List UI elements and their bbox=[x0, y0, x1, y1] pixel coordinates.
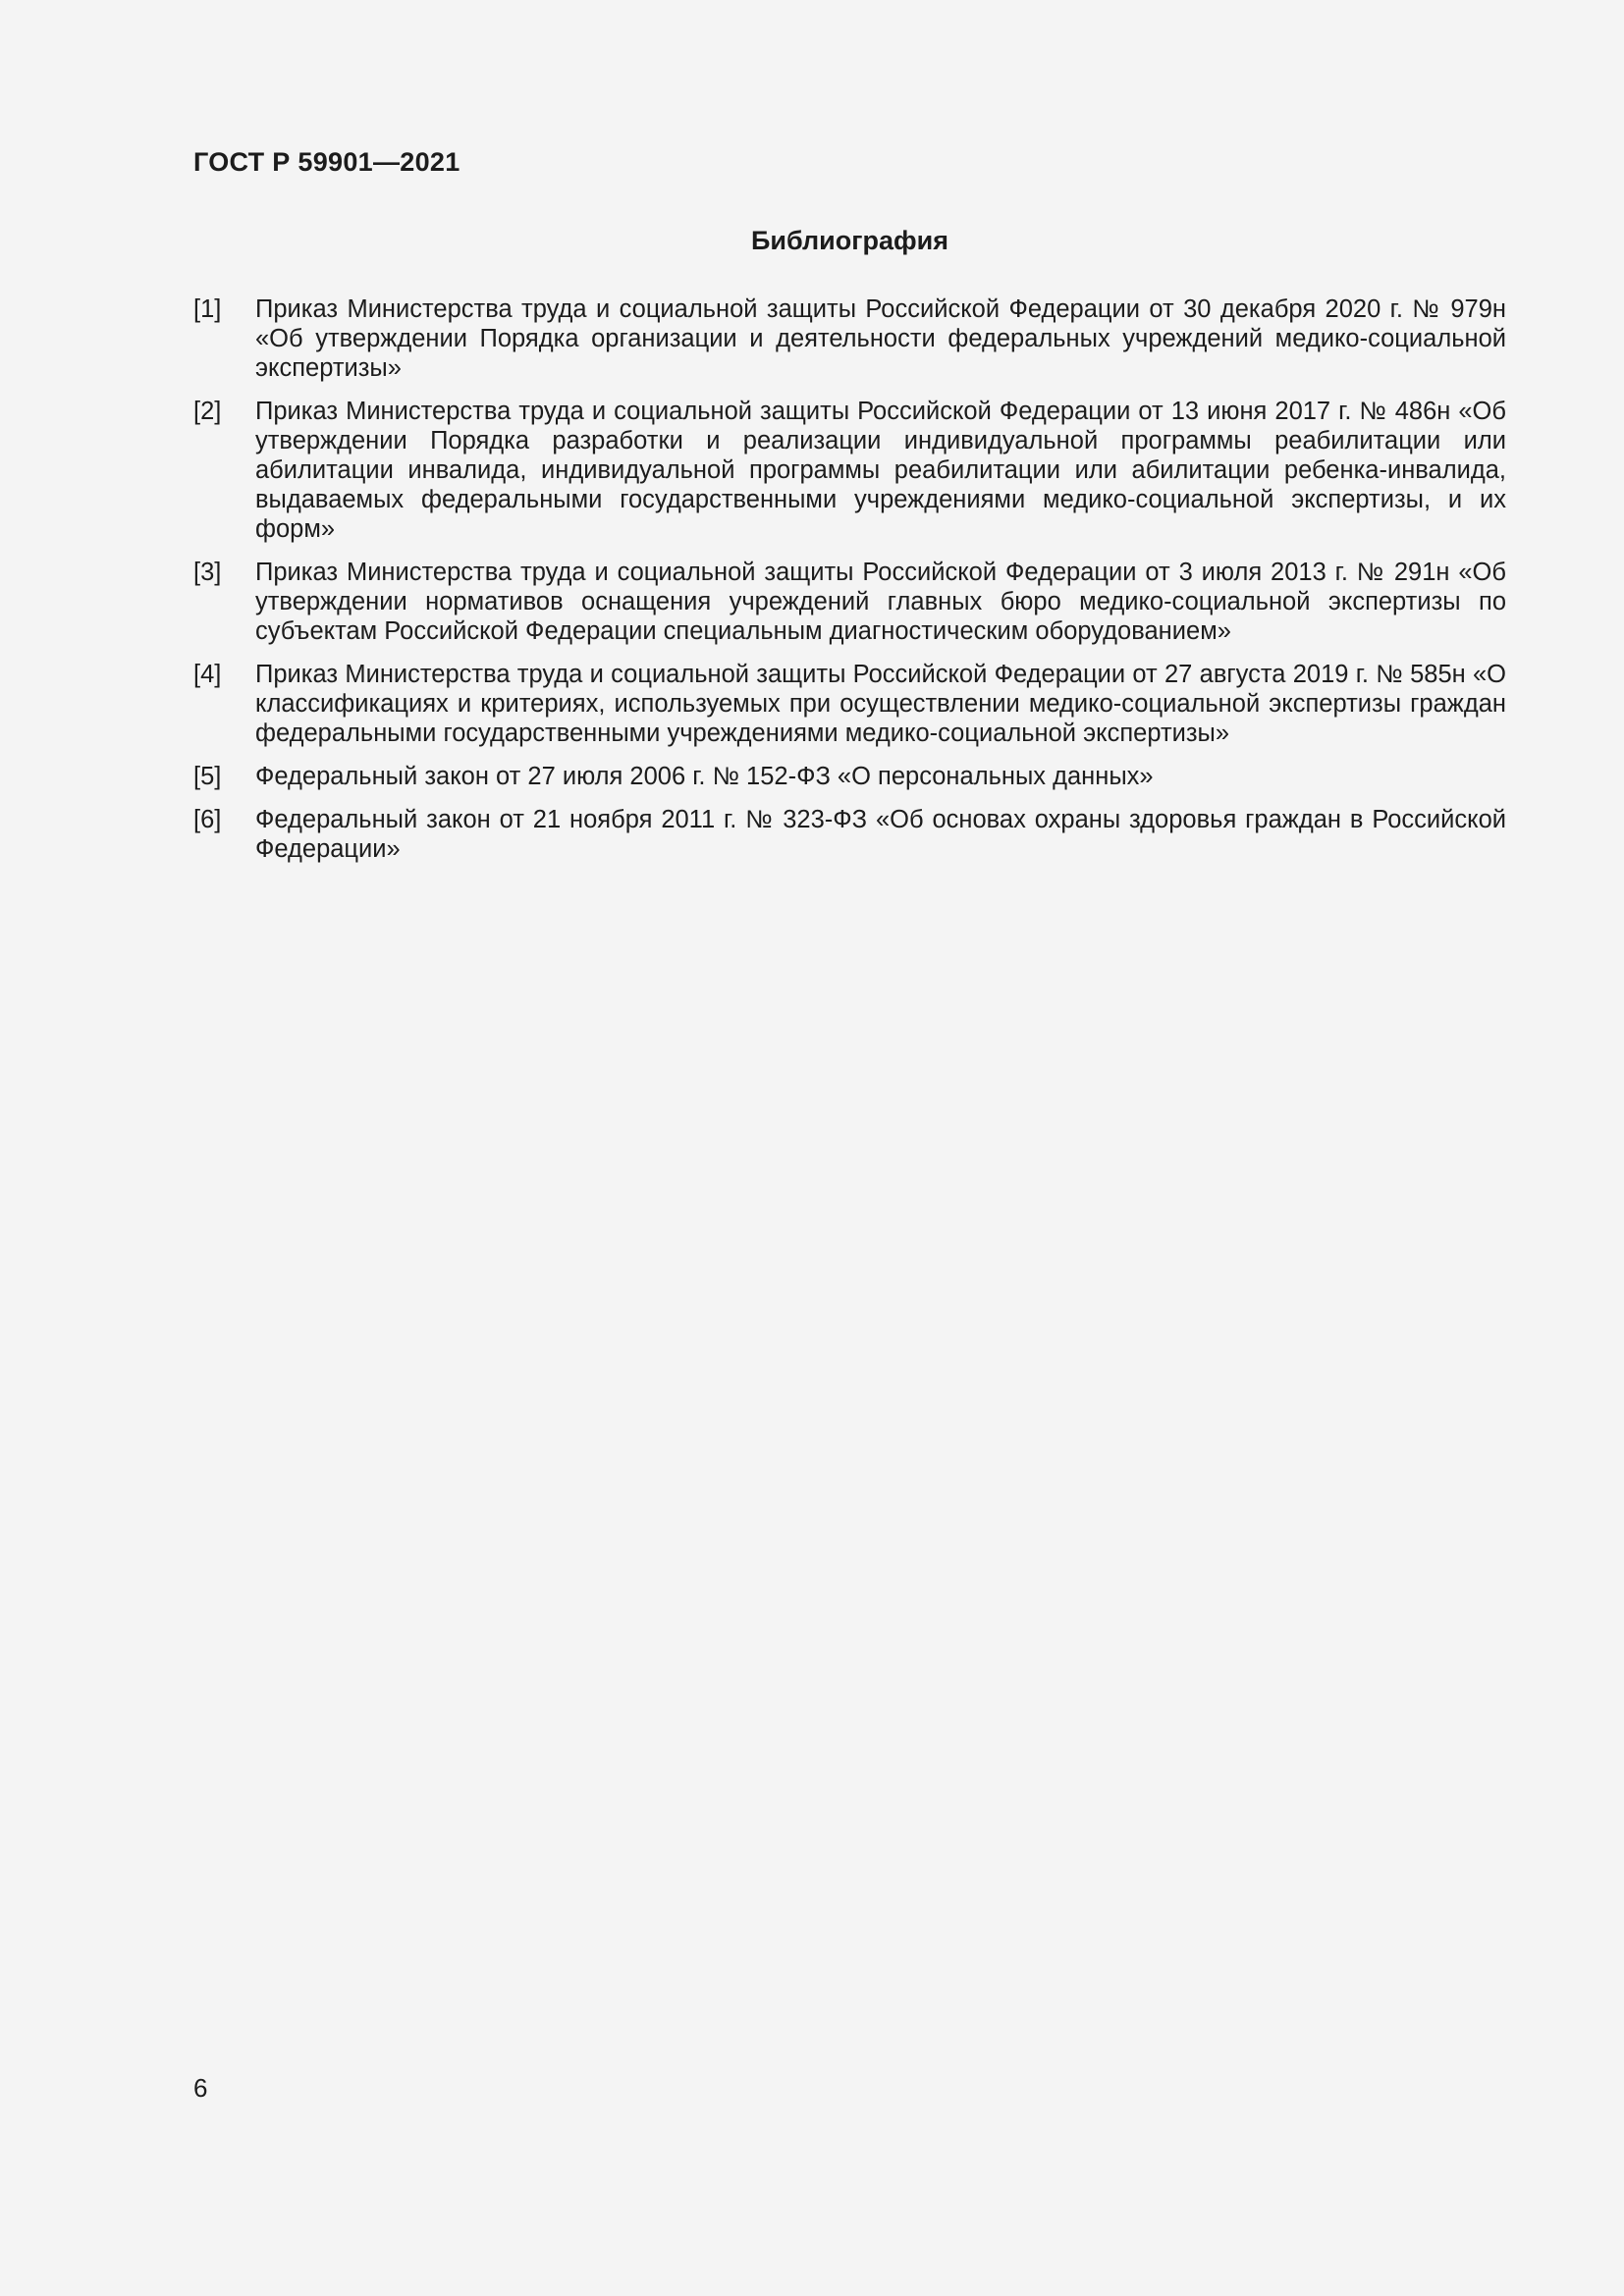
bibliography-item-number: [4] bbox=[193, 661, 222, 688]
bibliography-item-text: Федеральный закон от 27 июля 2006 г. № 152-ФЗ «О персональных данных» bbox=[255, 763, 1154, 790]
bibliography-item bbox=[193, 294, 1506, 383]
bibliography-item-text: Федеральный закон от 21 ноября 2011 г. № 323-ФЗ «Об основах охраны здоровья граждан в Российской Федерации» bbox=[255, 806, 1506, 863]
page-number: 6 bbox=[193, 2073, 208, 2103]
bibliography-item bbox=[193, 397, 1506, 544]
bibliography-item-number: [6] bbox=[193, 806, 222, 833]
bibliography-item-text: Приказ Министерства труда и социальной защиты Российской Федерации от 30 декабря 2020 г. № 979н «Об утверждении Порядка организации и деятельности федеральных учреждений медико-социальной экспертизы» bbox=[255, 295, 1506, 382]
bibliography-list bbox=[193, 294, 1506, 878]
bibliography-item bbox=[193, 762, 1506, 791]
bibliography-item-number: [3] bbox=[193, 559, 222, 586]
bibliography-item-number: [1] bbox=[193, 295, 222, 323]
bibliography-item-number: [5] bbox=[193, 763, 222, 790]
bibliography-item-text: Приказ Министерства труда и социальной защиты Российской Федерации от 27 августа 2019 г. № 585н «О классификациях и критериях, используемых при осуществлении медико-социальной экспертизы граждан федеральными государственными учреждениями медико-социальной экспертизы» bbox=[255, 661, 1506, 747]
bibliography-item bbox=[193, 660, 1506, 748]
bibliography-item bbox=[193, 558, 1506, 646]
bibliography-item-number: [2] bbox=[193, 398, 222, 425]
bibliography-item-text: Приказ Министерства труда и социальной защиты Российской Федерации от 13 июня 2017 г. № 486н «Об утверждении Порядка разработки и реализации индивидуальной программы реабилитации или абилитации инвалида, индивидуальной программы реабилитации или абилитации ребенка-инвалида, выдаваемых федеральными государственными учреждениями медико-социальной экспертизы, и их форм» bbox=[255, 398, 1506, 543]
bibliography-item-text: Приказ Министерства труда и социальной защиты Российской Федерации от 3 июля 2013 г. № 291н «Об утверждении нормативов оснащения учреждений главных бюро медико-социальной экспертизы по субъектам Российской Федерации специальным диагностическим оборудованием» bbox=[255, 559, 1506, 645]
bibliography-item bbox=[193, 805, 1506, 864]
document-header-code: ГОСТ Р 59901—2021 bbox=[193, 147, 460, 177]
section-title: Библиография bbox=[751, 226, 948, 255]
